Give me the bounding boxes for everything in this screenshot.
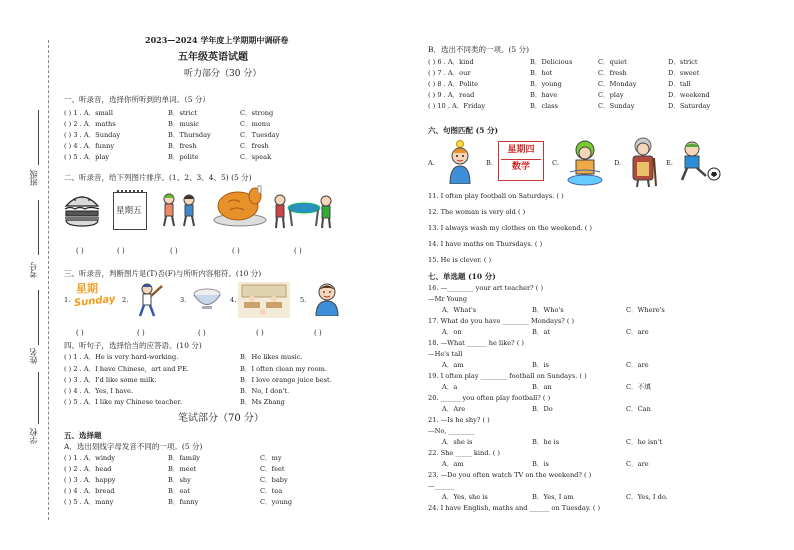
s4-heading: 四、听句子，选择恰当的应答语。(10 分) (64, 341, 202, 350)
s3-num-3: 3. (180, 296, 187, 304)
s7-q17-c: C．are (626, 328, 649, 336)
s5a-q2-c: C．feet (260, 465, 285, 473)
s5a-q3-b: B．shy (168, 476, 191, 484)
class-blank (38, 110, 39, 165)
s6-letter-a: A. (428, 159, 435, 167)
exam-no-blank (38, 200, 39, 255)
s1-q3-b: B．Thursday (168, 131, 211, 139)
s5b-q7-a: ( ) 7 . A．our (428, 69, 471, 77)
s3-num-2: 2. (122, 296, 129, 304)
s7-q22: 22. She _____ kind. ( ) (428, 449, 500, 457)
s7-q18-b: B．is (532, 361, 549, 369)
s1-q1-b: B．strict (168, 109, 198, 117)
s1-q1-c: C．strong (240, 109, 274, 117)
s1-q4-c: C．fresh (240, 142, 269, 150)
s7-q22-c: C．are (626, 460, 649, 468)
s5b-q6-d: D．strict (668, 58, 698, 66)
s3-bracket-4[interactable]: ( ) (256, 329, 264, 337)
washing-clothes-picture (564, 138, 606, 186)
s2-bracket-5[interactable]: ( ) (294, 247, 302, 255)
s1-q3-a: ( ) 3 . A．Sunday (64, 131, 121, 139)
s5b-q8-d: D．tall (668, 80, 691, 88)
s6-q11: 11. I often play football on Saturdays. ( ) (428, 192, 564, 200)
s1-q1-a: ( ) 1 . A．small (64, 109, 113, 117)
s5a-q5-c: C．young (260, 498, 293, 506)
s7-q22-b: B．is (532, 460, 549, 468)
s5a-q1-c: C．my (260, 454, 282, 462)
s1-q4-a: ( ) 4 . A．funny (64, 142, 115, 150)
s6-letter-e: E. (666, 159, 673, 167)
s7-q23-b: B．Yes, I am (532, 493, 574, 501)
exam-no-label: 考号 (29, 262, 38, 278)
thursday-maths-badge (498, 141, 544, 181)
s1-q5-a: ( ) 5 . A．play (64, 153, 110, 161)
s7-q20-a: A．Are (442, 405, 466, 413)
s5a-q1-a: ( ) 1 . A．windy (64, 454, 116, 462)
s3-bracket-3[interactable]: ( ) (198, 329, 206, 337)
s5a-q2-a: ( ) 2 . A．head (64, 465, 112, 473)
s4-q1-b: B．He likes music. (240, 353, 303, 361)
s4-q2-a: ( ) 2 . A．I have Chinese，art and PE. (64, 365, 189, 373)
s7-q21-b: B．he is (532, 438, 560, 446)
s4-q4-a: ( ) 4 . A．Yes, I have. (64, 387, 134, 395)
s5b-q9-d: D．weekend (668, 91, 710, 99)
s2-bracket-4[interactable]: ( ) (232, 247, 240, 255)
s6-letter-c: C. (552, 159, 559, 167)
s7-q16-a: A．What's (442, 306, 477, 314)
table-tennis-picture (270, 188, 334, 232)
s7-q19-b: B．an (532, 383, 552, 391)
s7-q18-c: C．are (626, 361, 649, 369)
s5b-q9-a: ( ) 9 . A．read (428, 91, 475, 99)
s6-q14: 14. I have maths on Thursdays. ( ) (428, 240, 543, 248)
baseball-boy-picture (130, 282, 164, 318)
s4-q5-b: B．Ms Zhang (240, 398, 285, 406)
s5b-q9-b: B．have (530, 91, 558, 99)
s5b-q7-b: B．hot (530, 69, 553, 77)
s7-q23-c: C．Yes, I do. (626, 493, 668, 501)
s5a-q2-b: B．meet (168, 465, 197, 473)
badge-bottom: 数学 (511, 162, 530, 172)
name-label: 姓名 (29, 348, 38, 364)
s1-q2-b: B．music (168, 120, 200, 128)
s7-q18-a: A．am (442, 361, 464, 369)
roast-chicken-picture (210, 182, 270, 228)
badge-divider (501, 159, 541, 160)
s7-q17: 17. What do you have ________ Mondays? ( ) (428, 317, 575, 325)
s1-q4-b: B．fresh (168, 142, 197, 150)
calendar-rings (117, 190, 143, 194)
s5a-q5-a: ( ) 5 . A．many (64, 498, 114, 506)
s2-bracket-2[interactable]: ( ) (117, 247, 125, 255)
s5b-q8-b: B．young (530, 80, 562, 88)
s7-q21: 21. —Is he shy? ( ) (428, 416, 490, 424)
s1-q2-c: C．menu (240, 120, 271, 128)
s7-q16-c: C．Where's (626, 306, 665, 314)
s6-q15: 15. He is clever. ( ) (428, 256, 492, 264)
school-blank (38, 372, 39, 424)
s7-q19-c: C．不填 (626, 383, 651, 391)
calendar-text: 星期五 (116, 206, 142, 216)
football-boy-picture (676, 140, 722, 184)
classroom-picture (238, 282, 290, 318)
sunday-sign-picture (72, 283, 116, 313)
s2-heading: 二、听录音，给下列图片排序。(1、2、3、4、5) (5 分) (64, 173, 252, 182)
s5b-q6-a: ( ) 6 . A．kind (428, 58, 474, 66)
binding-line (48, 40, 49, 520)
clever-boy-picture (442, 140, 478, 184)
s5a-q4-b: B．eat (168, 487, 190, 495)
s7-q18-ans: —He's tall (428, 350, 463, 358)
s5a-q3-c: C．baby (260, 476, 288, 484)
s6-letter-b: B. (486, 159, 493, 167)
s2-bracket-3[interactable]: ( ) (170, 247, 178, 255)
s6-heading: 六、句图匹配 (5 分) (428, 126, 499, 135)
s7-q20-b: B．Do (532, 405, 553, 413)
s1-q5-c: C．speak (240, 153, 272, 161)
s1-q2-a: ( ) 2 . A．maths (64, 120, 116, 128)
s5b-q6-c: C．quiet (598, 58, 627, 66)
s5a-q3-a: ( ) 3 . A．happy (64, 476, 116, 484)
s5b-q10-a: ( ) 10 . A．Friday (428, 102, 486, 110)
s3-num-5: 5. (300, 296, 307, 304)
exam-title: 2023—2024 学年度上学期期中调研卷 (145, 35, 289, 45)
s5b-q7-c: C．fresh (598, 69, 627, 77)
s7-q18: 18. —What ______ he like? ( ) (428, 339, 524, 347)
school-label: 学校 (29, 428, 38, 444)
rice-bowl-picture (192, 286, 222, 312)
hamburger-picture (62, 190, 102, 228)
s5b-q8-a: ( ) 8 . A．Polite (428, 80, 479, 88)
s2-bracket-1[interactable]: ( ) (76, 247, 84, 255)
s5b-q8-c: C．Monday (598, 80, 637, 88)
boy-portrait-picture (312, 282, 342, 316)
s4-q3-a: ( ) 3 . A．I'd like some milk. (64, 376, 157, 384)
s7-q21-ans: —No, ________ (428, 427, 475, 435)
s4-q4-b: B．No, I don't. (240, 387, 290, 395)
s5b-q10-c: C．Sunday (598, 102, 635, 110)
s4-q3-b: B．I love orange juice best. (240, 376, 332, 384)
subject-title: 五年级英语试题 (178, 52, 248, 63)
s7-q17-b: B．at (532, 328, 551, 336)
s7-q23-a: A．Yes, she is (442, 493, 488, 501)
s5b-q7-d: D．sweet (668, 69, 700, 77)
s5-heading: 五、选择题 (64, 431, 102, 440)
written-part-title: 笔试部分（70 分） (178, 413, 264, 424)
s5a-q1-b: B．family (168, 454, 201, 462)
s7-q19: 19. I often play ________ football on Sundays. ( ) (428, 372, 587, 380)
s1-q3-c: C．Tuesday (240, 131, 280, 139)
class-label: 班级 (29, 170, 38, 186)
s5b-q10-b: B．class (530, 102, 558, 110)
s7-heading: 七、单选题 (10 分) (428, 272, 496, 281)
s1-heading: 一、听录音，选择你所听到的单词。（5 分） (64, 95, 210, 104)
s5a-q4-a: ( ) 4 . A．bread (64, 487, 115, 495)
s6-letter-d: D. (614, 159, 622, 167)
s7-q16-ans: —Mr Young (428, 295, 468, 303)
s5b-q10-d: D．Saturday (668, 102, 711, 110)
s7-q20-c: C．Can (626, 405, 651, 413)
girls-walking-picture (157, 190, 203, 230)
s5b-q6-b: B．Delicious (530, 58, 573, 66)
s5-sub-a: A．选出划线字母发音不同的一项。(5 分) (64, 442, 203, 451)
listening-part-title: 听力部分（30 分） (184, 69, 262, 79)
s5b-q9-c: C．play (598, 91, 624, 99)
s6-q12: 12. The woman is very old ( ) (428, 208, 526, 216)
s7-q16-b: B．Who's (532, 306, 564, 314)
s7-q21-a: A．she is (442, 438, 473, 446)
name-blank (38, 290, 39, 345)
s7-q17-a: A．on (442, 328, 462, 336)
s4-q1-a: ( ) 1 . A．He is very hard-working. (64, 353, 179, 361)
s7-q16: 16. —________ your art teacher? ( ) (428, 284, 544, 292)
s7-q24: 24. I have English, maths and ______ on Tuesday. ( ) (428, 504, 601, 512)
s3-bracket-2[interactable]: ( ) (137, 329, 145, 337)
s5a-q5-b: B．funny (168, 498, 199, 506)
s4-q5-a: ( ) 5 . A．I like my Chinese teacher. (64, 398, 182, 406)
s3-num-1: 1. (64, 296, 71, 304)
s5a-q4-c: C．tea (260, 487, 283, 495)
s3-bracket-5[interactable]: ( ) (314, 329, 322, 337)
s3-num-4: 4. (230, 296, 237, 304)
s6-q13: 13. I always wash my clothes on the weekend. ( ) (428, 224, 592, 232)
s5-sub-b: B．选出不同类的一项。(5 分) (428, 45, 530, 54)
s3-heading: 三、听录音，判断图片是(T)否(F)与所听内容相符。(10 分) (64, 269, 262, 278)
badge-top: 星期四 (507, 145, 535, 155)
s7-q21-c: C．he isn't (626, 438, 663, 446)
s1-q5-b: B．polite (168, 153, 199, 161)
s4-q2-b: B．I often clean my room. (240, 365, 327, 373)
sunday-sign-bottom: Sunday (73, 293, 116, 310)
s3-bracket-1[interactable]: ( ) (76, 329, 84, 337)
s7-q23-ans: —______ (428, 482, 455, 490)
old-woman-picture (626, 136, 660, 188)
sunday-sign-top: 星期 (76, 282, 98, 295)
calendar-friday-picture (113, 192, 147, 230)
s7-q19-a: A．a (442, 383, 458, 391)
s7-q20: 20. ______ you often play football? ( ) (428, 394, 551, 402)
s7-q22-a: A．am (442, 460, 464, 468)
s7-q23: 23. —Do you often watch TV on the weekend? ( ) (428, 471, 592, 479)
